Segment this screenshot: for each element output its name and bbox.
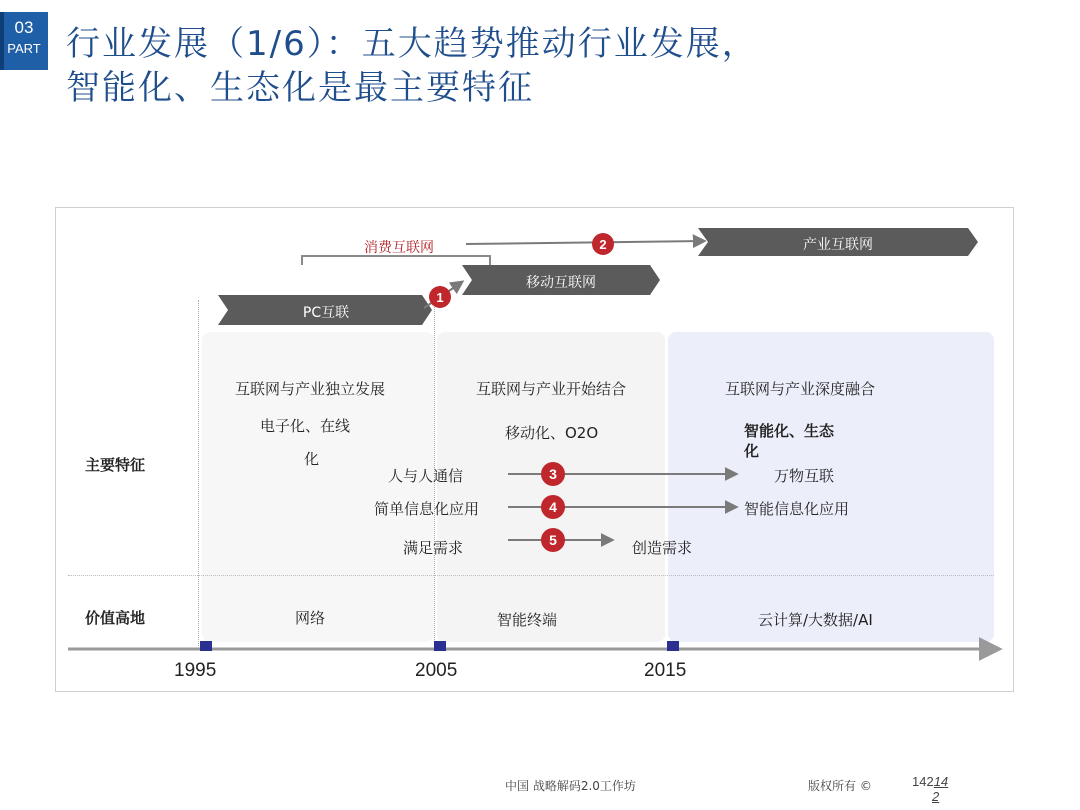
page-number-italic-2: 2 bbox=[932, 789, 940, 804]
trend-marker-1 bbox=[429, 286, 451, 308]
trend-marker-5 bbox=[541, 528, 565, 552]
row-label-features: 主要特征 bbox=[85, 456, 146, 474]
year-marker-2015 bbox=[667, 641, 679, 651]
part-number: 03 bbox=[14, 18, 34, 37]
page-title-line-1: 行业发展（1/6）：五大趋势推动行业发展， bbox=[66, 24, 758, 64]
trend-4-from: 简单信息化应用 bbox=[374, 500, 480, 518]
svg-text:4: 4 bbox=[549, 499, 557, 515]
stage-label-consumer: 消费互联网 bbox=[364, 240, 434, 256]
page-title-line-2: 智能化、生态化是最主要特征 bbox=[66, 68, 534, 108]
trend-5-to: 创造需求 bbox=[632, 539, 693, 557]
part-label: PART bbox=[7, 41, 41, 56]
era-heading-1: 互联网与产业独立发展 bbox=[234, 380, 385, 398]
page-number bbox=[912, 774, 948, 804]
era-feature-1-line-2: 化 bbox=[304, 450, 320, 468]
year-label-2015: 2015 bbox=[644, 660, 687, 681]
trend-3-to: 万物互联 bbox=[774, 467, 835, 485]
stage-label-mobile: 移动互联网 bbox=[526, 275, 596, 291]
stage-label-industrial: 产业互联网 bbox=[803, 237, 873, 253]
era-value-2: 智能终端 bbox=[497, 611, 558, 629]
era-feature-3-line-1: 智能化、生态 bbox=[744, 422, 835, 440]
page-number-italic: 14 bbox=[933, 774, 949, 789]
footer-copyright: 版权所有 © bbox=[808, 779, 872, 793]
year-marker-2005 bbox=[434, 641, 446, 651]
svg-text:5: 5 bbox=[549, 532, 557, 548]
trend-marker-3 bbox=[541, 462, 565, 486]
footer-left: 中国 战略解码2.0工作坊 bbox=[505, 779, 636, 793]
era-value-3: 云计算/大数据/AI bbox=[758, 611, 873, 629]
trend-5-from: 满足需求 bbox=[403, 539, 464, 557]
connector-consumer-industrial bbox=[466, 241, 704, 244]
svg-text:3: 3 bbox=[549, 466, 557, 482]
year-label-2005: 2005 bbox=[415, 660, 458, 681]
era-heading-3: 互联网与产业深度融合 bbox=[724, 380, 875, 398]
era-feature-3-line-2: 化 bbox=[744, 442, 760, 460]
year-marker-1995 bbox=[200, 641, 212, 651]
trend-marker-4 bbox=[541, 495, 565, 519]
era-feature-1-line-1: 电子化、在线 bbox=[260, 417, 351, 435]
page-number-prefix: 142 bbox=[912, 774, 934, 789]
trend-3-from: 人与人通信 bbox=[388, 467, 464, 485]
stage-label-pc: PC互联 bbox=[302, 305, 350, 321]
era-value-1: 网络 bbox=[295, 609, 326, 627]
trend-4-to: 智能信息化应用 bbox=[744, 500, 850, 518]
consumer-bracket bbox=[302, 256, 490, 265]
trend-marker-2 bbox=[592, 233, 614, 255]
row-label-value: 价值高地 bbox=[85, 609, 146, 627]
era-feature-2: 移动化、O2O bbox=[505, 424, 599, 442]
year-label-1995: 1995 bbox=[174, 660, 217, 681]
svg-text:2: 2 bbox=[599, 237, 607, 252]
svg-text:1: 1 bbox=[436, 290, 444, 305]
era-heading-2: 互联网与产业开始结合 bbox=[475, 380, 626, 398]
